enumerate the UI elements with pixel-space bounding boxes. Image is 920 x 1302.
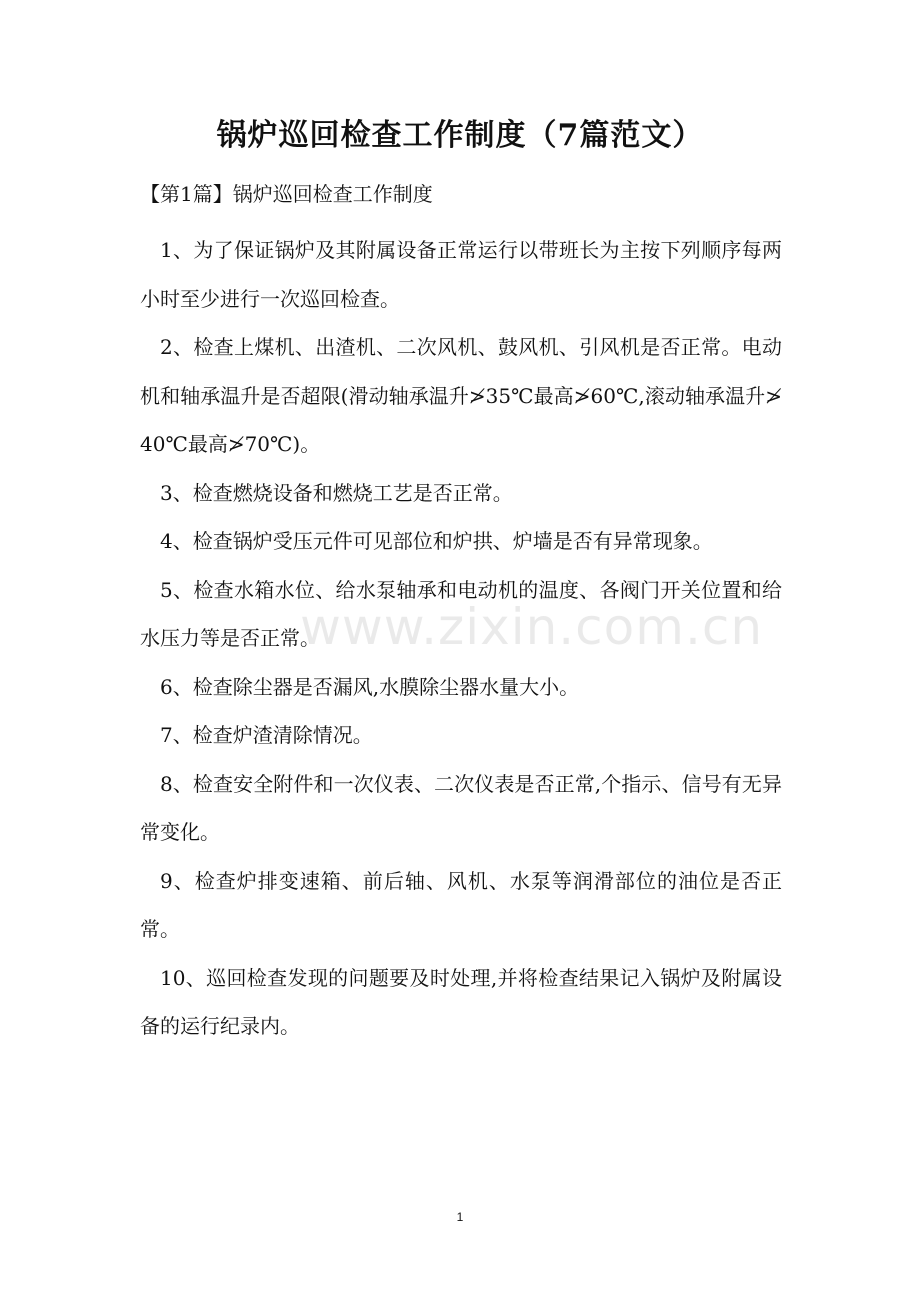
paragraph-2: 2、检查上煤机、出渣机、二次风机、鼓风机、引风机是否正常。电动机和轴承温升是否超限(滑动轴承温升≯35℃最高≯60℃,滚动轴承温升≯40℃最高≯70℃)。 xyxy=(140,335,782,456)
page-number: 1 xyxy=(456,1210,464,1224)
paragraph-5: 5、检查水箱水位、给水泵轴承和电动机的温度、各阀门开关位置和给水压力等是否正常。 xyxy=(140,577,782,650)
paragraph-3: 3、检查燃烧设备和燃烧工艺是否正常。 xyxy=(160,480,513,505)
section-heading: 【第1篇】锅炉巡回检查工作制度 xyxy=(140,182,433,206)
paragraph-9: 9、检查炉排变速箱、前后轴、风机、水泵等润滑部位的油位是否正常。 xyxy=(140,868,782,941)
paragraph-6: 6、检查除尘器是否漏风,水膜除尘器水量大小。 xyxy=(160,674,580,699)
watermark: www.zixin.com.cn xyxy=(300,598,764,656)
paragraph-7: 7、检查炉渣清除情况。 xyxy=(160,723,373,747)
paragraph-4: 4、检查锅炉受压元件可见部位和炉拱、炉墙是否有异常现象。 xyxy=(160,529,713,553)
paragraph-10: 10、巡回检查发现的问题要及时处理,并将检查结果记入锅炉及附属设备的运行纪录内。 xyxy=(140,965,782,1038)
paragraph-1: 1、为了保证锅炉及其附属设备正常运行以带班长为主按下列顺序每两小时至少进行一次巡回检查。 xyxy=(140,238,782,311)
document-title: 锅炉巡回检查工作制度（7篇范文） xyxy=(216,118,704,153)
paragraph-8: 8、检查安全附件和一次仪表、二次仪表是否正常,个指示、信号有无异常变化。 xyxy=(140,771,782,844)
